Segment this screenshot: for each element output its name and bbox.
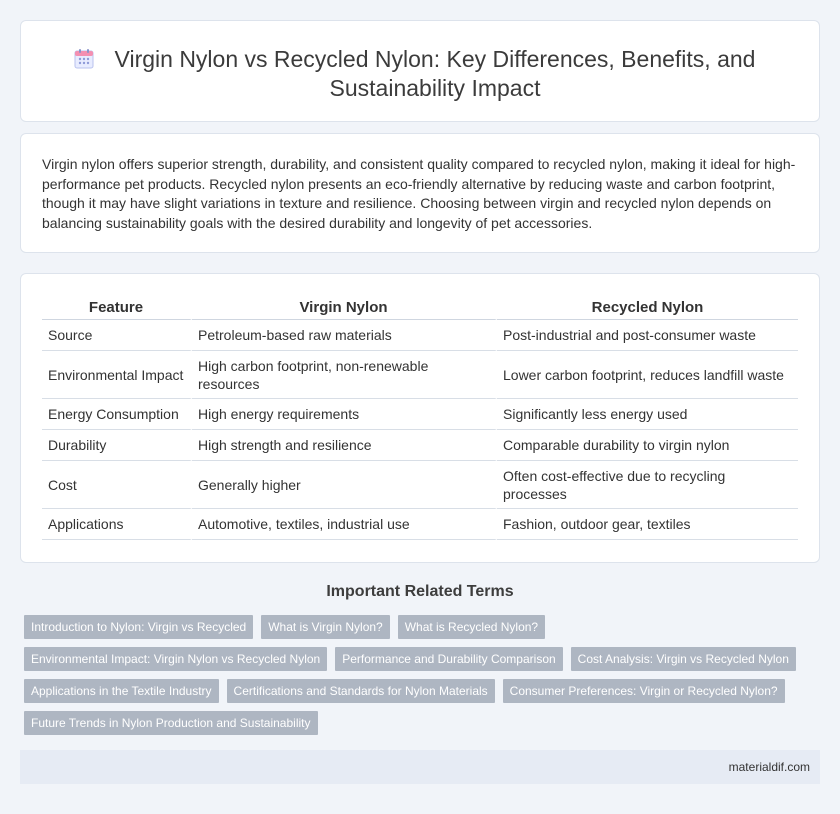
related-term-link[interactable]: Future Trends in Nylon Production and Sustainability xyxy=(24,711,318,735)
table-cell: Significantly less energy used xyxy=(497,399,798,430)
footer-site-name: materialdif.com xyxy=(728,760,810,774)
related-term-link[interactable]: What is Recycled Nylon? xyxy=(398,615,545,639)
table-cell: Source xyxy=(42,320,192,351)
related-term-link[interactable]: Cost Analysis: Virgin vs Recycled Nylon xyxy=(571,647,796,671)
related-terms-list xyxy=(24,615,804,743)
table-row xyxy=(42,509,798,540)
page-title: Virgin Nylon vs Recycled Nylon: Key Differences, Benefits, and Sustainability Impact xyxy=(114,46,756,101)
footer xyxy=(20,750,820,784)
related-term-link[interactable]: Certifications and Standards for Nylon Materials xyxy=(227,679,495,703)
title-card xyxy=(20,20,820,122)
comparison-table xyxy=(42,296,798,540)
table-cell: High strength and resilience xyxy=(192,430,497,461)
table-header-row xyxy=(42,296,798,320)
related-terms-row xyxy=(24,711,804,735)
table-cell: Fashion, outdoor gear, textiles xyxy=(497,509,798,540)
table-cell: Comparable durability to virgin nylon xyxy=(497,430,798,461)
table-row xyxy=(42,399,798,430)
table-cell: Automotive, textiles, industrial use xyxy=(192,509,497,540)
header-feature: Feature xyxy=(42,296,192,320)
table-cell: Generally higher xyxy=(192,461,497,509)
table-cell: Post-industrial and post-consumer waste xyxy=(497,320,798,351)
table-cell: High energy requirements xyxy=(192,399,497,430)
table-cell: High carbon footprint, non-renewable resources xyxy=(192,351,497,399)
related-terms-heading: Important Related Terms xyxy=(326,583,514,600)
related-terms-row xyxy=(24,615,804,639)
table-row xyxy=(42,430,798,461)
comparison-table-card xyxy=(20,273,820,563)
related-terms-row xyxy=(24,647,804,671)
related-term-link[interactable]: Introduction to Nylon: Virgin vs Recycled xyxy=(24,615,253,639)
summary-paragraph: Virgin nylon offers superior strength, durability, and consistent quality compared to recycled nylon, making it ideal for high-performance pet products. Recycled nylon presents an eco-friendly alternative by reducing waste and carbon footprint, though it may have slight variations in texture and resilience. Choosing between virgin and recycled nylon depends on balancing sustainability goals with the desired durability and longevity of pet accessories. xyxy=(42,156,796,231)
table-cell: Environmental Impact xyxy=(42,351,192,399)
table-cell: Cost xyxy=(42,461,192,509)
related-term-link[interactable]: What is Virgin Nylon? xyxy=(261,615,390,639)
summary-card xyxy=(20,133,820,253)
table-cell: Often cost-effective due to recycling processes xyxy=(497,461,798,509)
table-cell: Applications xyxy=(42,509,192,540)
table-cell: Energy Consumption xyxy=(42,399,192,430)
related-term-link[interactable]: Consumer Preferences: Virgin or Recycled Nylon? xyxy=(503,679,785,703)
related-term-link[interactable]: Applications in the Textile Industry xyxy=(24,679,219,703)
table-cell: Petroleum-based raw materials xyxy=(192,320,497,351)
table-row xyxy=(42,351,798,399)
table-cell: Durability xyxy=(42,430,192,461)
related-terms-row xyxy=(24,679,804,703)
table-row xyxy=(42,320,798,351)
header-virgin-nylon: Virgin Nylon xyxy=(192,296,497,320)
table-cell: Lower carbon footprint, reduces landfill waste xyxy=(497,351,798,399)
header-recycled-nylon: Recycled Nylon xyxy=(497,296,798,320)
related-term-link[interactable]: Performance and Durability Comparison xyxy=(335,647,562,671)
table-row xyxy=(42,461,798,509)
related-term-link[interactable]: Environmental Impact: Virgin Nylon vs Recycled Nylon xyxy=(24,647,327,671)
